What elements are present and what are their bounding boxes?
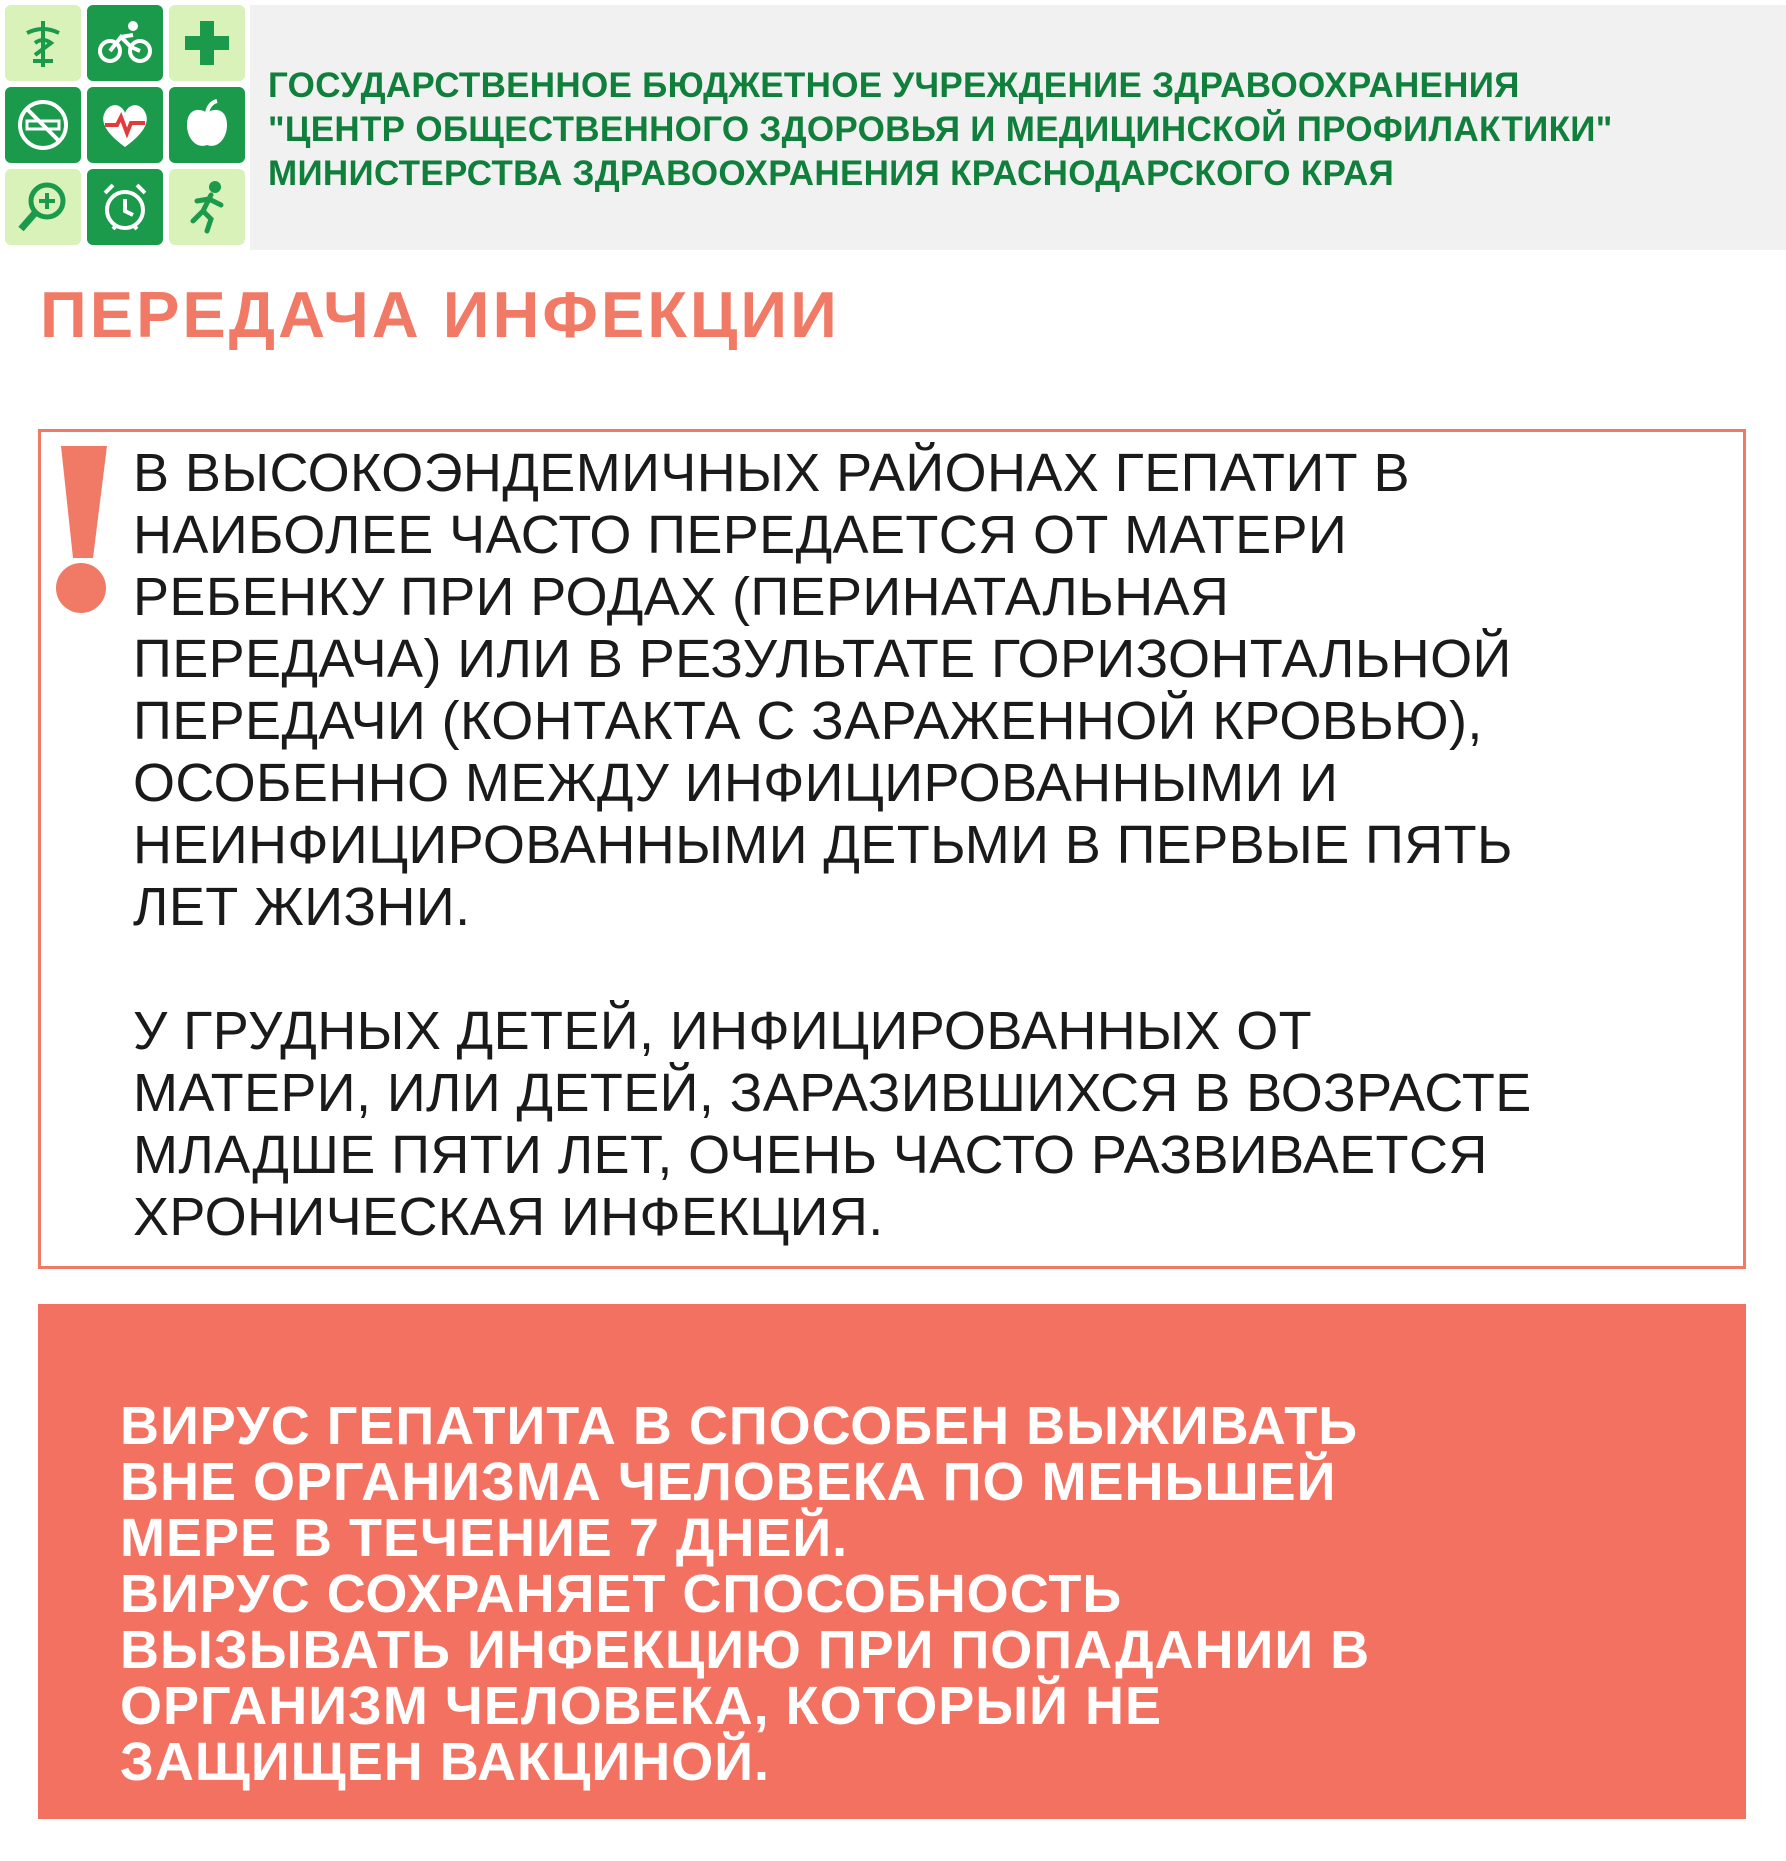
organization-name [268, 64, 1768, 196]
warning-callout [38, 1304, 1746, 1819]
logo [5, 5, 245, 247]
bicycle-icon [87, 5, 163, 81]
header [0, 0, 1786, 252]
info-text [133, 442, 1753, 1248]
org-line-1: ГОСУДАРСТВЕННОЕ БЮДЖЕТНОЕ УЧРЕЖДЕНИЕ ЗДРАВООХРАНЕНИЯ [268, 66, 1520, 105]
info-paragraph-2: У ГРУДНЫХ ДЕТЕЙ, ИНФИЦИРОВАННЫХ ОТ МАТЕРИ, ИЛИ ДЕТЕЙ, ЗАРАЗИВШИХСЯ В ВОЗРАСТЕ МЛАДШЕ ПЯТИ ЛЕТ, ОЧЕНЬ ЧАСТО РАЗВИВАЕТСЯ ХРОНИЧЕСКАЯ ИНФЕКЦИЯ. [133, 1001, 1532, 1247]
pharmacy-icon [5, 5, 81, 81]
org-line-3: МИНИСТЕРСТВА ЗДРАВООХРАНЕНИЯ КРАСНОДАРСКОГО КРАЯ [268, 154, 1395, 193]
info-paragraph-1: В ВЫСОКОЭНДЕМИЧНЫХ РАЙОНАХ ГЕПАТИТ В НАИБОЛЕЕ ЧАСТО ПЕРЕДАЕТСЯ ОТ МАТЕРИ РЕБЕНКУ ПРИ РОДАХ (ПЕРИНАТАЛЬНАЯ ПЕРЕДАЧА) ИЛИ В РЕЗУЛЬТАТЕ ГОРИЗОНТАЛЬНОЙ ПЕРЕДАЧИ (КОНТАКТА С ЗАРАЖЕННОЙ КРОВЬЮ), ОСОБЕННО МЕЖДУ ИНФИЦИРОВАННЫМИ И НЕИНФИЦИРОВАННЫМИ ДЕТЬМИ В ПЕРВЫЕ ПЯТЬ ЛЕТ ЖИЗНИ. [133, 443, 1513, 937]
plus-icon [169, 5, 245, 81]
heart-pulse-icon [87, 87, 163, 163]
runner-icon [169, 169, 245, 245]
apple-icon [169, 87, 245, 163]
alarm-clock-icon [87, 169, 163, 245]
info-box [38, 429, 1746, 1269]
org-line-2: "ЦЕНТР ОБЩЕСТВЕННОГО ЗДОРОВЬЯ И МЕДИЦИНСКОЙ ПРОФИЛАКТИКИ" [268, 110, 1613, 149]
magnifier-plus-icon [5, 169, 81, 245]
no-smoking-icon [5, 87, 81, 163]
exclamation-icon [49, 446, 113, 616]
callout-text: ВИРУС ГЕПАТИТА В СПОСОБЕН ВЫЖИВАТЬ ВНЕ ОРГАНИЗМА ЧЕЛОВЕКА ПО МЕНЬШЕЙ МЕРЕ В ТЕЧЕНИЕ 7 ДНЕЙ. ВИРУС СОХРАНЯЕТ СПОСОБНОСТЬ ВЫЗЫВАТЬ ИНФЕКЦИЮ ПРИ ПОПАДАНИИ В ОРГАНИЗМ ЧЕЛОВЕКА, КОТОРЫЙ НЕ ЗАЩИЩЕН ВАКЦИНОЙ. [120, 1396, 1371, 1792]
page-title: ПЕРЕДАЧА ИНФЕКЦИИ [40, 278, 840, 351]
